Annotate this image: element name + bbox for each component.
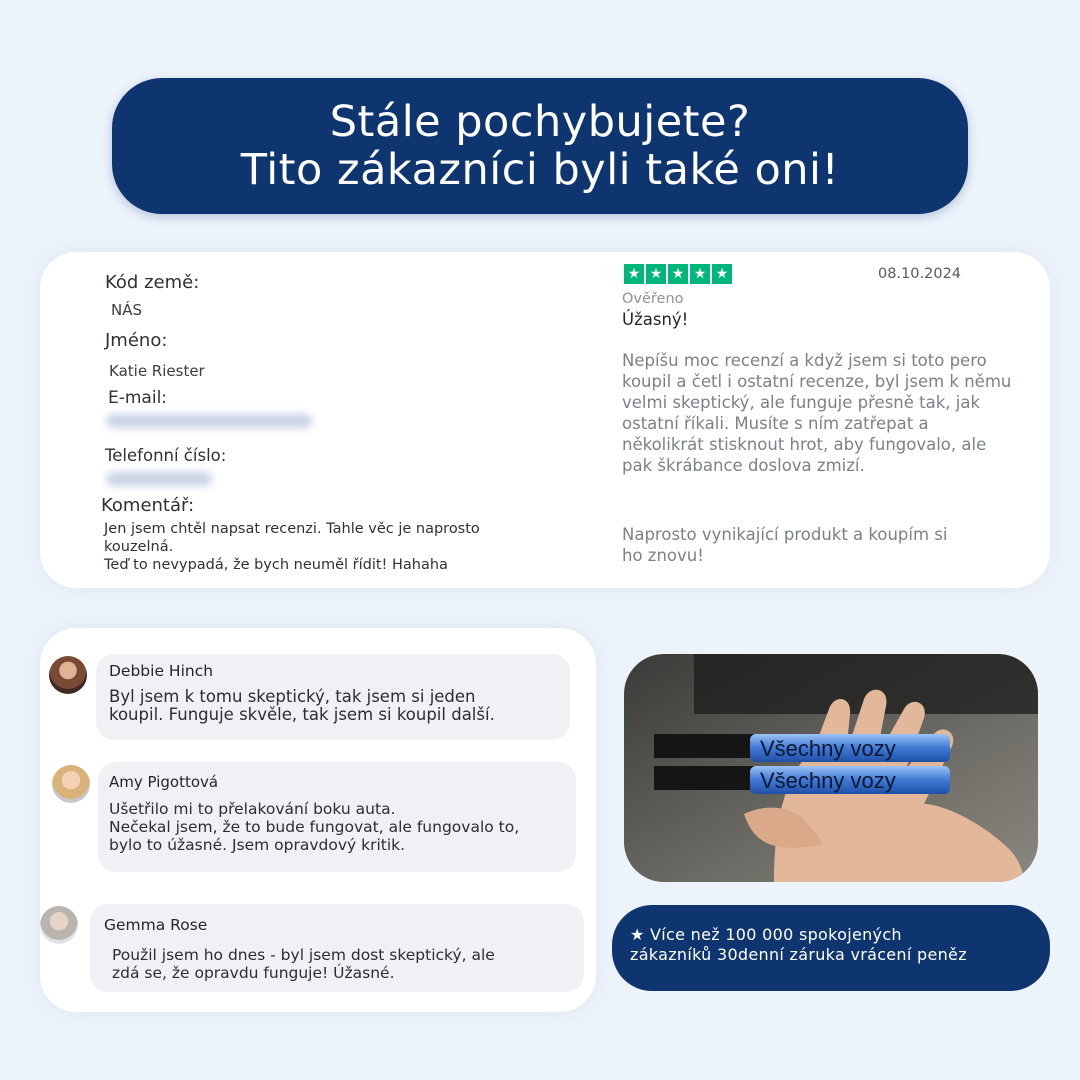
- comment-line: zdá se, že opravdu funguje! Úžasné.: [112, 964, 395, 982]
- phone-value-redacted: [106, 472, 212, 486]
- avatar: [49, 656, 87, 694]
- comment-line: Nečekal jsem, že to bude fungovat, ale fungovalo to,: [109, 818, 520, 836]
- star-icon: ★: [668, 264, 688, 284]
- avatar: [52, 765, 90, 803]
- name-value: Katie Riester: [109, 362, 205, 380]
- commenter-name: Amy Pigottová: [109, 773, 219, 791]
- star-icon: ★: [646, 264, 666, 284]
- name-label: Jméno:: [105, 330, 168, 351]
- comment-text: [104, 520, 554, 574]
- review-body: [622, 350, 1042, 476]
- comment-line: Teď to nevypadá, že bych neuměl řídit! Hahaha: [104, 557, 448, 573]
- review-line: koupil a četl i ostatní recenze, byl jsem k němu: [622, 372, 1012, 391]
- comment-line: koupil. Funguje skvěle, tak jsem si koupil další.: [109, 705, 495, 724]
- country-label: Kód země:: [105, 272, 200, 293]
- star-icon: ★: [624, 264, 644, 284]
- review-line: ostatní říkali. Musíte s ním zatřepat a: [622, 414, 929, 433]
- review-line: velmi skeptický, ale funguje přesně tak, jak: [622, 393, 981, 412]
- comment-line: kouzelná.: [104, 539, 174, 555]
- guarantee-line-2: zákazníků 30denní záruka vrácení peněz: [630, 945, 967, 964]
- comment-body: [109, 800, 519, 854]
- comment-body: [112, 946, 495, 982]
- comment-line: Byl jsem k tomu skeptický, tak jsem si jeden: [109, 687, 476, 706]
- headline-banner: [112, 78, 968, 214]
- star-icon: ★: [712, 264, 732, 284]
- review-form-card: [40, 252, 1050, 588]
- review-title: Úžasný!: [622, 310, 689, 329]
- review-date: 08.10.2024: [878, 266, 962, 282]
- product-photo: [624, 654, 1038, 882]
- comment-line: Jen jsem chtěl napsat recenzi. Tahle věc je naprosto: [104, 521, 480, 537]
- commenter-name: Debbie Hinch: [109, 662, 214, 680]
- headline-line-2: Tito zákazníci byli také oni!: [240, 145, 840, 195]
- guarantee-banner: [612, 905, 1050, 991]
- phone-label: Telefonní číslo:: [105, 446, 227, 465]
- review-closing: [622, 524, 992, 566]
- hand-with-pens-illustration: [624, 654, 1038, 882]
- review-line: pak škrábance doslova zmizí.: [622, 456, 865, 475]
- guarantee-text: [630, 925, 1040, 965]
- email-value-redacted: [106, 414, 312, 428]
- review-line: ho znovu!: [622, 546, 704, 565]
- review-line: Naprosto vynikající produkt a koupím si: [622, 525, 948, 544]
- review-line: Nepíšu moc recenzí a když jsem si toto pero: [622, 351, 987, 370]
- verified-badge: Ověřeno: [622, 291, 684, 307]
- headline-line-1: Stále pochybujete?: [329, 97, 751, 147]
- star-icon: ★: [690, 264, 710, 284]
- star-rating: [624, 264, 732, 284]
- comment-body: [109, 688, 495, 724]
- avatar: [40, 906, 78, 944]
- country-value: NÁS: [111, 301, 143, 319]
- comment-line: Ušetřilo mi to přelakování boku auta.: [109, 800, 396, 818]
- pen-label: Všechny vozy: [760, 736, 896, 761]
- guarantee-line-1: ★ Více než 100 000 spokojených: [630, 925, 902, 944]
- pen-label: Všechny vozy: [760, 768, 896, 793]
- comments-card: [40, 628, 596, 1012]
- commenter-name: Gemma Rose: [104, 916, 208, 934]
- email-label: E-mail:: [108, 388, 168, 408]
- comment-line: Použil jsem ho dnes - byl jsem dost skeptický, ale: [112, 946, 495, 964]
- comment-label: Komentář:: [101, 495, 195, 516]
- review-line: několikrát stisknout hrot, aby fungovalo, ale: [622, 435, 987, 454]
- comment-line: bylo to úžasné. Jsem opravdový kritik.: [109, 836, 406, 854]
